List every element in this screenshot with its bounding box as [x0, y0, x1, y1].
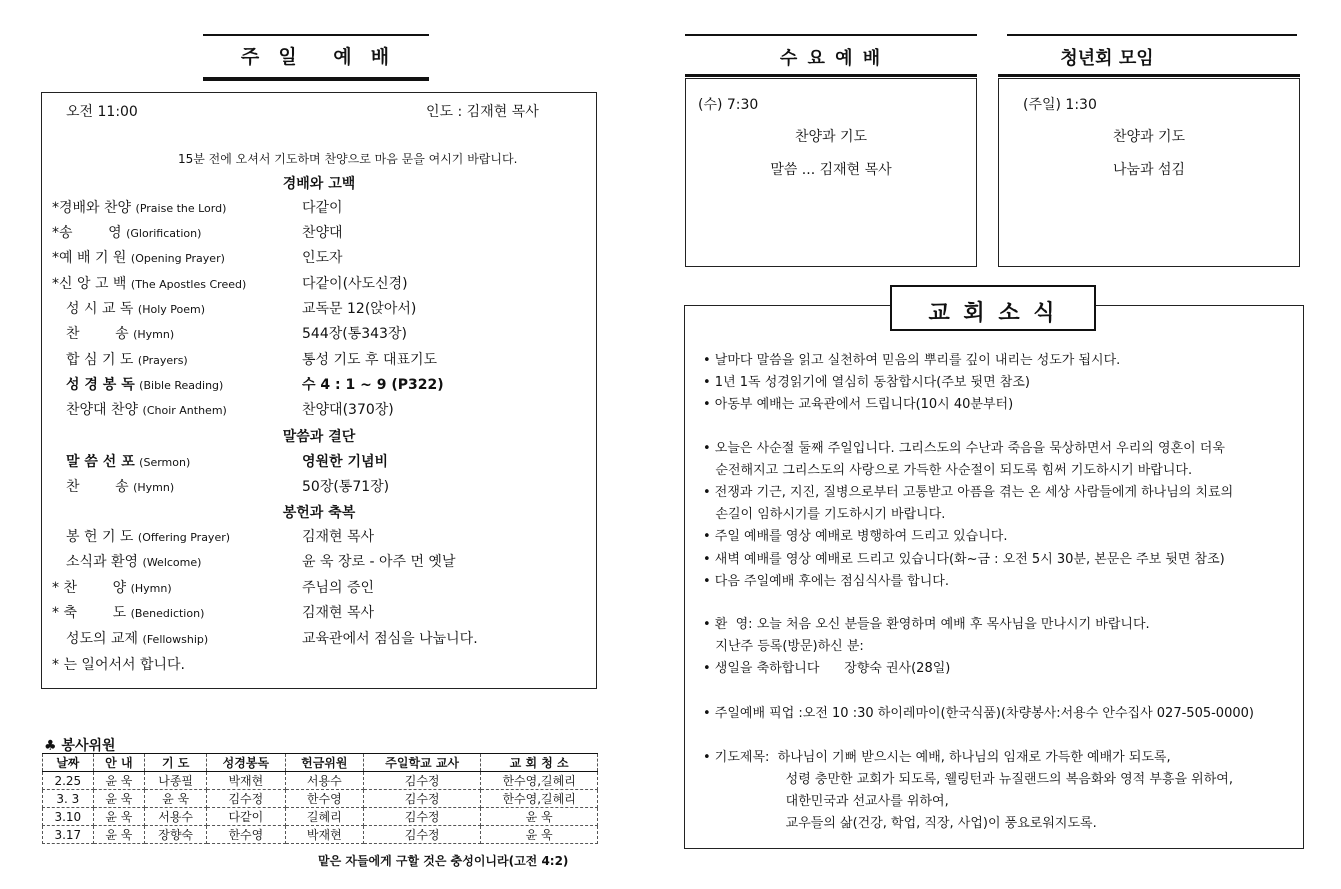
order-item-english: (Glorification): [126, 227, 202, 240]
order-item-value: 김재현 목사: [302, 605, 375, 621]
order-item-value: 다같이: [302, 200, 343, 216]
order-item-value: 김재현 목사: [302, 529, 375, 545]
order-item-value: 인도자: [302, 250, 343, 266]
volunteers-title: ♣ 봉사위원: [44, 738, 116, 754]
order-item-name: 봉 헌 기 도: [66, 529, 134, 545]
news-item: • 다음 주일예배 후에는 점심식사를 합니다.: [703, 574, 949, 589]
order-item-name: 성 경 봉 독: [66, 377, 135, 393]
order-item: [66, 323, 407, 343]
order-item-english: (Benediction): [130, 607, 205, 620]
table-cell: 김수정: [364, 772, 481, 790]
order-item: [66, 628, 478, 648]
order-item-english: (Sermon): [139, 456, 191, 469]
order-item: [52, 197, 343, 217]
table-cell: 서용수: [145, 808, 207, 826]
news-item: • 주일 예배를 영상 예배로 병행하여 드리고 있습니다.: [703, 529, 1008, 544]
table-cell: 윤 욱: [93, 826, 145, 844]
wednesday-line2: 말씀 ... 김재현 목사: [770, 162, 892, 178]
sunday-title: 주 일 예 배: [240, 46, 392, 68]
table-cell: 윤 욱: [93, 808, 145, 826]
news-item: 지난주 등록(방문)하신 분:: [703, 639, 864, 654]
table-cell: 김수정: [364, 790, 481, 808]
news-item: • 오늘은 사순절 둘째 주일입니다. 그리스도의 수난과 죽음을 묵상하면서 우리의 영혼이 더욱: [703, 441, 1225, 456]
order-item: [52, 273, 408, 293]
news-item: • 전쟁과 기근, 지진, 질병으로부터 고통받고 아픔을 겪는 온 세상 사람들에게 하나님의 치료의: [703, 485, 1234, 500]
youth-box: [998, 78, 1300, 267]
order-item-name: 소식과 환영: [66, 554, 139, 570]
table-cell: 박재현: [285, 826, 363, 844]
table-cell: 김수정: [207, 790, 285, 808]
order-item-name: *송 영: [52, 225, 122, 241]
notice-text: 15분 전에 오셔서 기도하며 찬양으로 마음 문을 여시기 바랍니다.: [178, 152, 518, 166]
order-item-english: (Holy Poem): [137, 303, 206, 316]
order-item-english: (Choir Anthem): [142, 404, 227, 417]
order-item: [52, 222, 343, 242]
table-cell: 윤 욱: [93, 772, 145, 790]
order-item-value: 주님의 증인: [302, 580, 375, 596]
wednesday-line1: 찬양과 기도: [794, 129, 868, 145]
header-cell: 헌금위원: [285, 754, 363, 772]
table-cell: 윤 욱: [481, 826, 598, 844]
table-cell: 윤 욱: [145, 790, 207, 808]
order-item: [66, 526, 375, 546]
order-item-english: (Fellowship): [142, 633, 209, 646]
table-cell: 윤 욱: [481, 808, 598, 826]
order-item-name: *신 앙 고 백: [52, 276, 127, 292]
table-cell: 3.10: [43, 808, 94, 826]
wednesday-box: [685, 78, 977, 267]
service-time: 오전 11:00: [66, 104, 138, 120]
table-cell: 김수정: [364, 826, 481, 844]
order-item-name: 찬 송: [66, 326, 129, 342]
news-item: 대한민국과 선교사를 위하여,: [703, 794, 949, 809]
order-item-english: (The Apostles Creed): [130, 278, 247, 291]
youth-line1: 찬양과 기도: [1112, 129, 1186, 145]
table-cell: 한수영,길혜리: [481, 772, 598, 790]
order-item: [66, 399, 394, 419]
order-item-name: *예 배 기 원: [52, 250, 127, 266]
order-item: [66, 298, 417, 318]
order-item: [66, 374, 444, 394]
order-item-name: * 축 도: [52, 605, 127, 621]
order-item-value: 찬양대(370장): [302, 402, 394, 418]
news-item: • 1년 1독 성경읽기에 열심히 동참합시다(주보 뒷면 참조): [703, 375, 1030, 390]
table-cell: 3. 3: [43, 790, 94, 808]
order-item-english: (Prayers): [137, 354, 188, 367]
order-item-value: 50장(통71장): [302, 479, 390, 495]
table-cell: 한수영: [285, 790, 363, 808]
table-row: [43, 772, 598, 790]
order-item-english: (Bible Reading): [139, 379, 224, 392]
section-heading-3: 봉헌과 축복: [282, 505, 356, 521]
verse-footer: 맡은 자들에게 구할 것은 충성이니라(고전 4:2): [318, 854, 569, 868]
order-item: [52, 247, 343, 267]
table-cell: 박재현: [207, 772, 285, 790]
news-item: • 아동부 예배는 교육관에서 드립니다(10시 40분부터): [703, 397, 1014, 412]
order-item-value: 통성 기도 후 대표기도: [302, 352, 438, 368]
table-row: [43, 790, 598, 808]
table-row: [43, 826, 598, 844]
order-item-value: 다같이(사도신경): [302, 276, 408, 292]
order-item-value: 수 4 : 1 ~ 9 (P322): [302, 377, 444, 393]
order-item: [66, 451, 389, 471]
news-item: 교우들의 삶(건강, 학업, 직장, 사업)이 풍요로워지도록.: [703, 816, 1097, 831]
order-item-name: *경배와 찬양: [52, 200, 132, 216]
section-heading-1: 경배와 고백: [282, 176, 356, 192]
order-item: [66, 551, 456, 571]
order-item: [66, 349, 438, 369]
youth-time: (주일) 1:30: [1023, 97, 1097, 113]
order-item-english: (Opening Prayer): [130, 252, 225, 265]
table-cell: 장향숙: [145, 826, 207, 844]
sunday-order-box: [41, 92, 597, 689]
news-item: • 생일을 축하합니다 장향숙 권사(28일): [703, 661, 951, 676]
volunteers-table: [42, 753, 598, 844]
order-item-value: 교육관에서 점심을 나눕니다.: [302, 631, 478, 647]
news-item: 순전해지고 그리스도의 사랑으로 가득한 사순절이 되도록 힘써 기도하시기 바랍니다.: [703, 463, 1193, 478]
news-item: • 환 영: 오늘 처음 오신 분들을 환영하며 예배 후 목사님을 만나시기 바랍니다.: [703, 617, 1150, 632]
order-item-name: 성 시 교 독: [66, 301, 134, 317]
table-cell: 한수영,길혜리: [481, 790, 598, 808]
wednesday-title: 수 요 예 배: [779, 48, 883, 69]
order-item-name: 찬 송: [66, 479, 129, 495]
order-item-english: (Hymn): [133, 328, 175, 341]
news-item: 손길이 임하시기를 기도하시기 바랍니다.: [703, 507, 946, 522]
wednesday-time: (수) 7:30: [698, 97, 759, 113]
table-cell: 다같이: [207, 808, 285, 826]
order-item-english: (Hymn): [130, 582, 172, 595]
news-item: • 기도제목: 하나님이 기뻐 받으시는 예배, 하나님의 임재로 가득한 예배가 되도록,: [703, 750, 1171, 765]
order-item-name: 성도의 교제: [66, 631, 139, 647]
section-heading-2: 말씀과 결단: [282, 429, 356, 445]
order-item-value: 544장(통343장): [302, 326, 407, 342]
table-row: [43, 808, 598, 826]
order-item-english: (Praise the Lord): [135, 202, 227, 215]
table-cell: 길혜리: [285, 808, 363, 826]
header-cell: 교 회 청 소: [481, 754, 598, 772]
order-item-value: 찬양대: [302, 225, 343, 241]
news-title: 교 회 소 식: [928, 301, 1058, 326]
table-cell: 2.25: [43, 772, 94, 790]
service-leader: 인도 : 김재현 목사: [426, 104, 539, 120]
table-cell: 한수영: [207, 826, 285, 844]
news-title-box: [890, 285, 1096, 331]
table-cell: 김수정: [364, 808, 481, 826]
order-item-english: (Hymn): [133, 481, 175, 494]
header-cell: 안 내: [93, 754, 145, 772]
table-cell: 나종필: [145, 772, 207, 790]
header-cell: 주일학교 교사: [364, 754, 481, 772]
order-item-name: 합 심 기 도: [66, 352, 134, 368]
table-header-row: [43, 754, 598, 772]
order-item-name: * 찬 양: [52, 580, 127, 596]
youth-title: 청년회 모임: [1060, 48, 1154, 69]
order-item-name: 찬양대 찬양: [66, 402, 139, 418]
table-cell: 3.17: [43, 826, 94, 844]
order-item-value: 교독문 12(앉아서): [302, 301, 417, 317]
header-cell: 성경봉독: [207, 754, 285, 772]
order-item-name: 말 씀 선 포: [66, 454, 135, 470]
order-item: [52, 602, 375, 622]
order-item: [52, 577, 375, 597]
news-item: 성령 충만한 교회가 되도록, 웰링턴과 뉴질랜드의 복음화와 영적 부흥을 위하여,: [703, 772, 1233, 787]
header-cell: 날짜: [43, 754, 94, 772]
order-item-value: 영원한 기념비: [302, 454, 389, 470]
order-item: [66, 476, 390, 496]
news-item: • 날마다 말씀을 읽고 실천하여 믿음의 뿌리를 깊이 내리는 성도가 됩시다.: [703, 353, 1121, 368]
news-item: • 새벽 예배를 영상 예배로 드리고 있습니다(화~금 : 오전 5시 30분, 본문은 주보 뒷면 참조): [703, 552, 1225, 567]
news-item: • 주일예배 픽업 :오전 10 :30 하이레마이(한국식품)(차량봉사:서용수 안수집사 027-505-0000): [703, 706, 1254, 721]
standing-footnote: * 는 일어서서 합니다.: [52, 657, 185, 673]
table-cell: 서용수: [285, 772, 363, 790]
table-cell: 윤 욱: [93, 790, 145, 808]
youth-line2: 나눔과 섬김: [1112, 162, 1186, 178]
header-cell: 기 도: [145, 754, 207, 772]
order-item-english: (Offering Prayer): [137, 531, 231, 544]
news-box: [684, 305, 1304, 849]
order-item-value: 윤 욱 장로 - 아주 먼 옛날: [302, 554, 456, 570]
order-item-english: (Welcome): [142, 556, 202, 569]
